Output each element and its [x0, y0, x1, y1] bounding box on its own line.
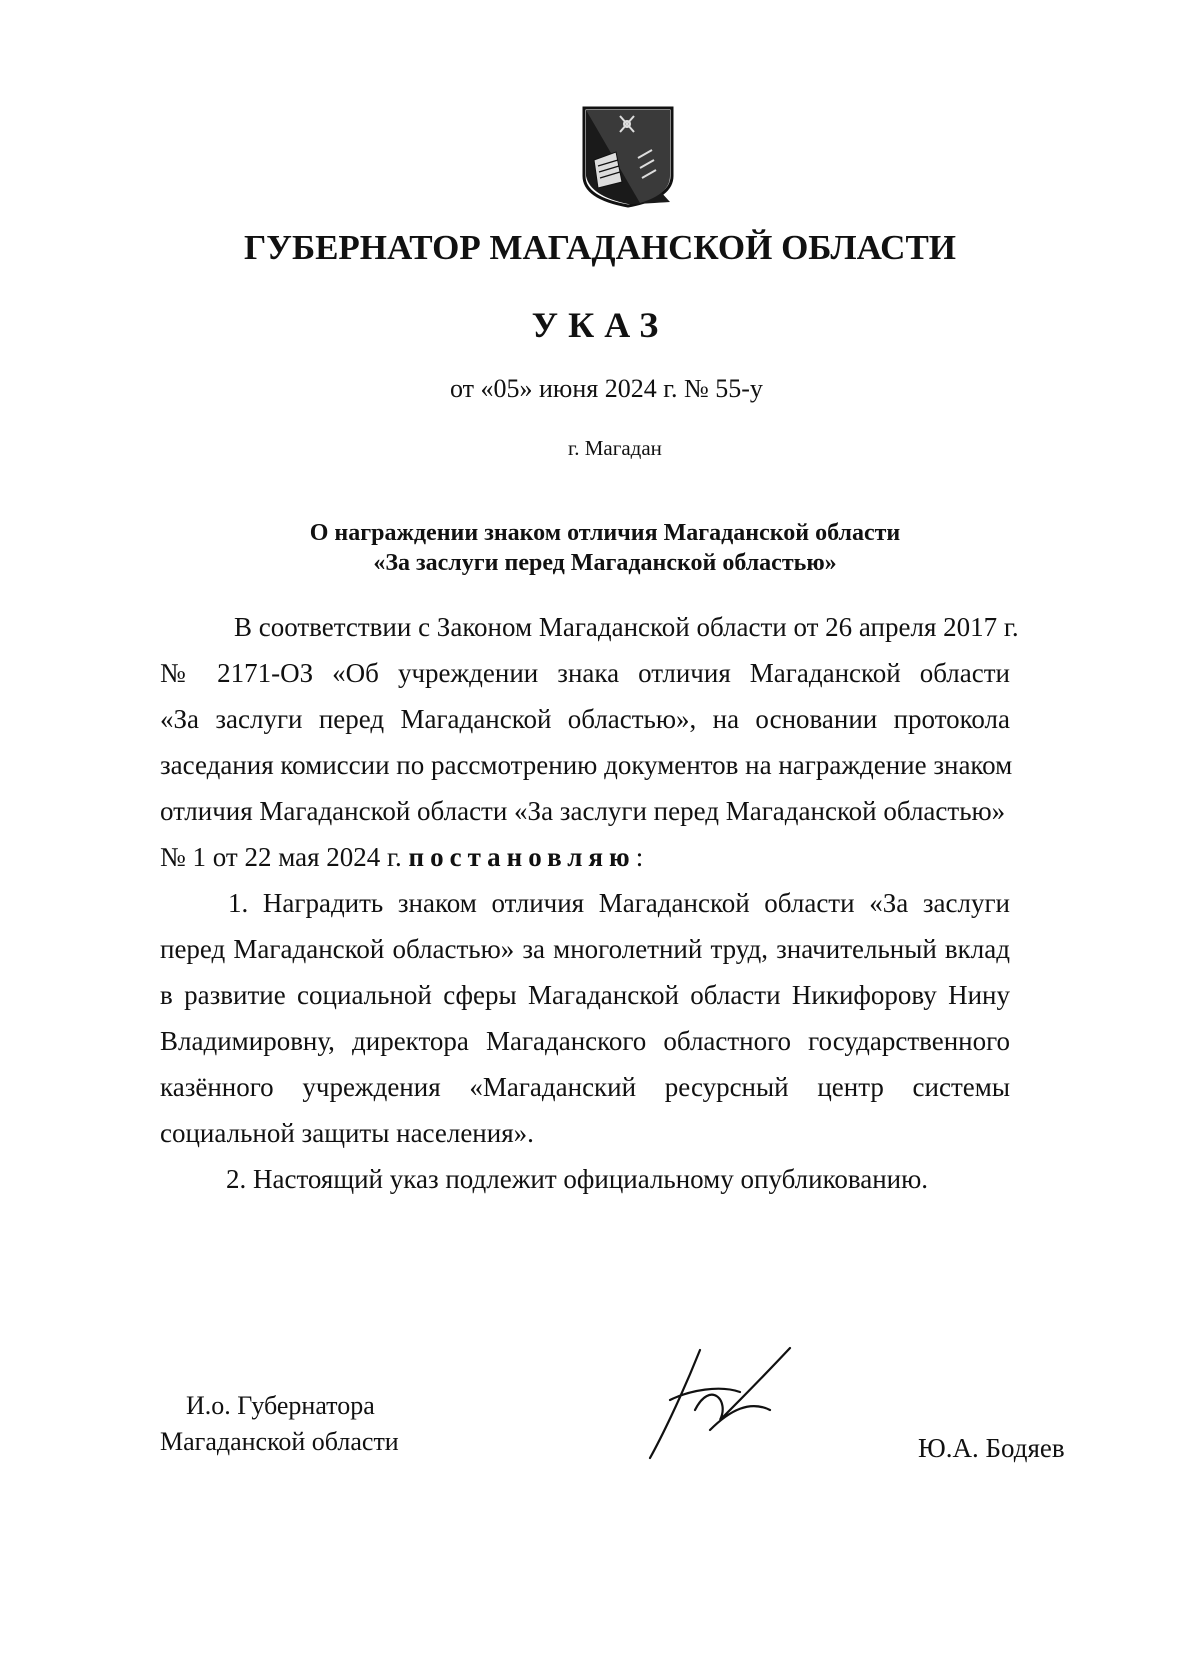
subject-line: О награждении знаком отличия Магаданской области: [309, 520, 901, 546]
paragraph-line: перед Магаданской областью» за многолетний труд, значительный вклад: [160, 934, 1010, 964]
paragraph-line: в развитие социальной сферы Магаданской области Никифорову Нину: [160, 980, 1010, 1010]
paragraph-line: социальной защиты населения».: [160, 1118, 534, 1148]
protocol-reference: № 1 от 22 мая 2024 г.: [160, 842, 402, 872]
place-of-issue: г. Магадан: [568, 436, 662, 460]
paragraph-line: «За заслуги перед Магаданской областью», на основании протокола: [160, 704, 1010, 734]
signatory-title-line: И.о. Губернатора: [186, 1391, 375, 1420]
decree-subject: [200, 518, 1010, 578]
issuer-title: ГУБЕРНАТОР МАГАДАНСКОЙ ОБЛАСТИ: [243, 228, 957, 267]
decree-word: постановляю: [408, 842, 636, 872]
coat-of-arms-emblem: [580, 106, 676, 208]
paragraph-line: Владимировну, директора Магаданского областного государственного: [160, 1026, 1010, 1056]
paragraph-line: 2. Настоящий указ подлежит официальному опубликованию.: [226, 1164, 929, 1194]
signatory-title: [160, 1388, 399, 1460]
paragraph-line: заседания комиссии по рассмотрению документов на награждение знаком: [160, 750, 1013, 780]
paragraph-line: [160, 842, 643, 873]
paragraph-line: В соответствии с Законом Магаданской области от 26 апреля 2017 г.: [234, 612, 1019, 642]
colon: :: [635, 842, 644, 872]
paragraph-line: № 2171-ОЗ «Об учреждении знака отличия Магаданской области: [160, 658, 1010, 688]
subject-line: «За заслуги перед Магаданской областью»: [373, 550, 837, 576]
paragraph-line: 1. Наградить знаком отличия Магаданской области «За заслуги: [228, 888, 1010, 918]
signatory-title-line: Магаданской области: [160, 1427, 399, 1456]
signatory-name: Ю.А. Бодяев: [918, 1433, 1065, 1463]
handwritten-signature: [640, 1340, 810, 1460]
paragraph-line: казённого учреждения «Магаданский ресурсный центр системы: [160, 1072, 1010, 1102]
document-type: УКАЗ: [531, 305, 669, 345]
date-number-line: от «05» июня 2024 г. № 55-у: [450, 374, 763, 403]
paragraph-line: отличия Магаданской области «За заслуги перед Магаданской областью»: [160, 796, 1006, 826]
